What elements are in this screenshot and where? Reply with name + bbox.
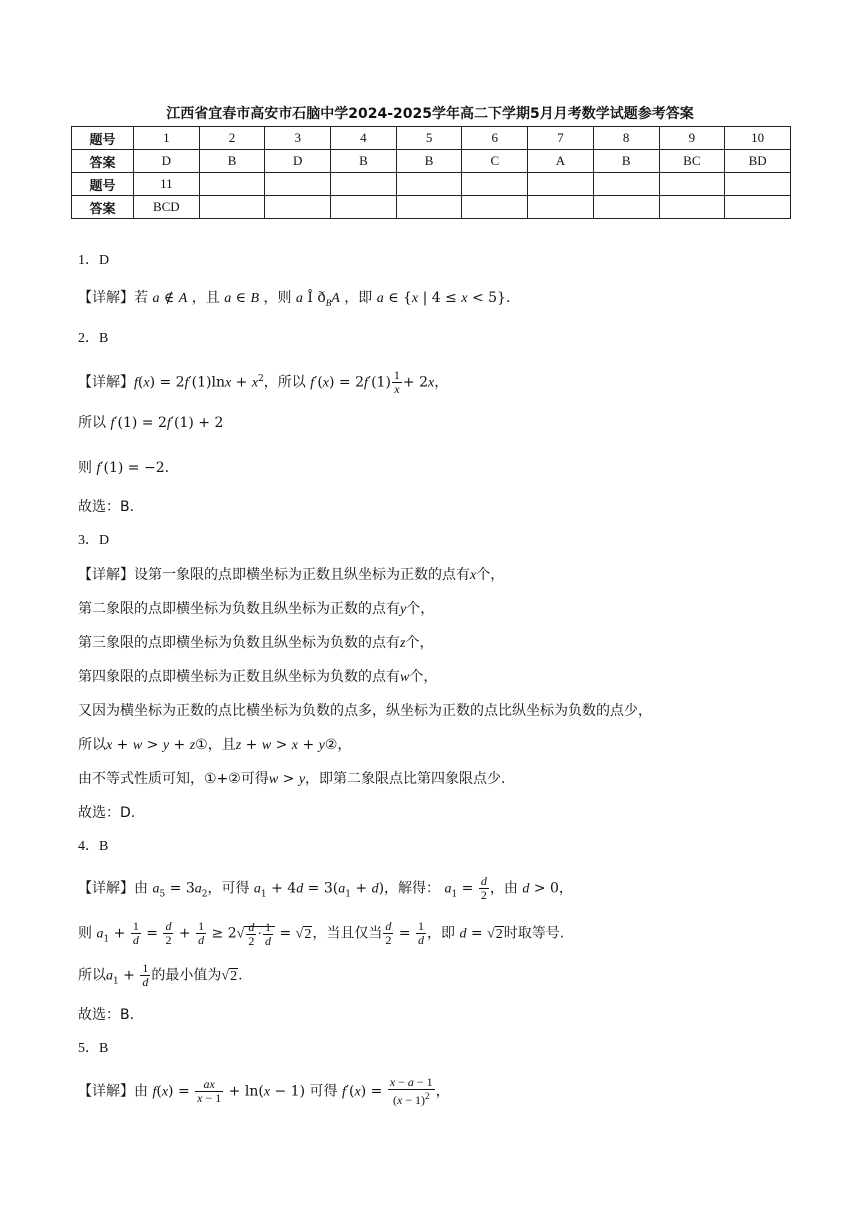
page-title: 江西省宜春市高安市石脑中学2024-2025学年高二下学期5月月考数学试题参考答案	[166, 106, 694, 122]
table-cell	[331, 196, 397, 219]
q2-detail-1: 【详解】$f(x) = 2f'(1)\ln x + x^2$，所以 f′(x) = 2f′(1) $\frac{1}{x}$ + 2x，	[78, 368, 449, 397]
table-cell	[396, 173, 462, 196]
table-cell	[725, 196, 791, 219]
table-cell	[462, 173, 528, 196]
table-cell: 11	[134, 173, 200, 196]
q3-detail-3: 第三象限的点即横坐标为负数且纵坐标为负数的点有z个，	[78, 635, 434, 651]
q4-choice: 故选：B.	[78, 1007, 135, 1023]
table-cell: 7	[528, 127, 594, 150]
table-cell	[528, 196, 594, 219]
table-cell: 5	[396, 127, 462, 150]
row-label: 题号	[72, 127, 134, 150]
table-cell: 3	[265, 127, 331, 150]
table-cell: 9	[659, 127, 725, 150]
table-cell	[396, 196, 462, 219]
table-cell	[659, 173, 725, 196]
answer-row	[72, 150, 791, 173]
answer-row	[72, 196, 791, 219]
row-label: 答案	[72, 150, 134, 173]
row-label: 答案	[72, 196, 134, 219]
table-cell	[593, 173, 659, 196]
q4-detail-2: 则 $a_1$ + $\frac{1}{d}$ = $\frac{d}{2}$ + $\frac{1}{d}$ ≥ 2√ $\frac{d}{2}$ · $\frac{1}{d}$ = √2，当且仅当 $\frac{d}{2}$ = $\frac{1}{d}$ ，即 d = √2时取等号.	[78, 919, 565, 948]
table-cell: 2	[199, 127, 265, 150]
table-cell	[659, 196, 725, 219]
table-cell	[528, 173, 594, 196]
q4-detail-3: 所以$a_1$ + $\frac{1}{d}$ 的最小值为√2.	[78, 961, 243, 989]
table-cell: BD	[725, 150, 791, 173]
q2-heading: 2．B	[78, 331, 109, 346]
table-cell	[725, 173, 791, 196]
table-cell: B	[593, 150, 659, 173]
q3-detail-2: 第二象限的点即横坐标为负数且纵坐标为正数的点有y个，	[78, 601, 435, 617]
table-cell: 1	[134, 127, 200, 150]
answer-table	[71, 126, 791, 219]
table-cell	[331, 173, 397, 196]
table-cell	[462, 196, 528, 219]
table-cell: B	[199, 150, 265, 173]
table-cell: 10	[725, 127, 791, 150]
table-cell: D	[134, 150, 200, 173]
table-cell	[265, 196, 331, 219]
table-cell: A	[528, 150, 594, 173]
q1-heading: 1．D	[78, 253, 110, 268]
q3-heading: 3．D	[78, 533, 110, 548]
q3-choice: 故选：D.	[78, 805, 136, 821]
table-cell: 6	[462, 127, 528, 150]
question-row	[72, 127, 791, 150]
table-cell	[593, 196, 659, 219]
q2-detail-3: 则 f′(1) = −2.	[78, 460, 170, 476]
q3-detail-7: 由不等式性质可知，①+②可得w > y，即第二象限点比第四象限点少.	[78, 771, 506, 787]
table-cell: BC	[659, 150, 725, 173]
table-cell	[199, 173, 265, 196]
q5-heading: 5．B	[78, 1041, 109, 1056]
q3-detail-1: 【详解】设第一象限的点即横坐标为正数且纵坐标为正数的点有x个，	[78, 567, 505, 583]
table-cell: 8	[593, 127, 659, 150]
table-cell	[199, 196, 265, 219]
q5-detail-1: 【详解】由 f(x) = $\frac{ax}{x - 1}$ + ln(x − 1) 可得 f′(x) = $\frac{x - a - 1}{(x - 1)^2}$ ，	[78, 1075, 450, 1107]
detail-label: 【详解】	[78, 290, 134, 306]
q1-detail: 【详解】若 a ∉ A ，且 a ∈ B ，则 a Î $ð_BA$ ，即 a ∈ {x | 4 ≤ x < 5}.	[78, 290, 511, 308]
table-cell: C	[462, 150, 528, 173]
table-cell: B	[331, 150, 397, 173]
table-cell: BCD	[134, 196, 200, 219]
q3-detail-5: 又因为横坐标为正数的点比横坐标为负数的点多，纵坐标为正数的点比纵坐标为负数的点少，	[78, 703, 652, 719]
row-label: 题号	[72, 173, 134, 196]
table-cell	[265, 173, 331, 196]
question-row	[72, 173, 791, 196]
q2-detail-2: 所以 f′(1) = 2f′(1) + 2	[78, 415, 224, 431]
q4-detail-1: 【详解】由 $a_5 = 3a_2$，可得 $a_1 + 4d = 3(a_1 + d)$，解得： $a_1$ = $\frac{d}{2}$ ，由 d > 0，	[78, 874, 573, 902]
q3-detail-4: 第四象限的点即横坐标为正数且纵坐标为负数的点有w个，	[78, 669, 438, 685]
q2-choice: 故选：B.	[78, 499, 135, 515]
table-cell: D	[265, 150, 331, 173]
table-cell: 4	[331, 127, 397, 150]
q4-heading: 4．B	[78, 839, 109, 854]
table-cell: B	[396, 150, 462, 173]
q3-detail-6: 所以x + w > y + z①，且z + w > x + y②，	[78, 737, 352, 753]
